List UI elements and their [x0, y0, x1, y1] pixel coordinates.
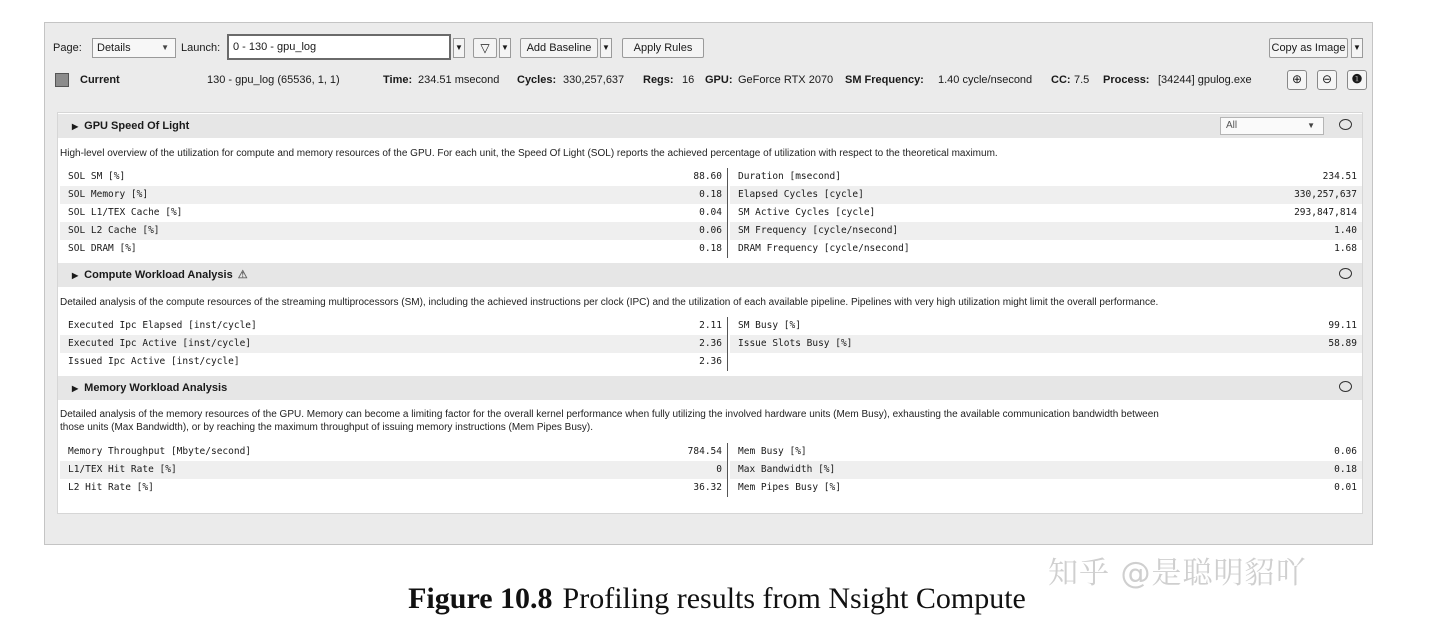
cycles-value: 330,257,637 — [563, 74, 625, 86]
metric-name: Elapsed Cycles [cycle] — [738, 189, 864, 200]
apply-rules-button[interactable] — [622, 38, 704, 58]
metric-value: 88.60 — [693, 171, 722, 182]
metric-name: SM Active Cycles [cycle] — [738, 207, 876, 218]
metric-name: SOL L1/TEX Cache [%] — [68, 207, 183, 218]
nsight-compute-window — [44, 22, 1373, 545]
metric-name: Executed Ipc Elapsed [inst/cycle] — [68, 320, 257, 331]
metric-row — [730, 222, 1362, 240]
section-title-compute: Compute Workload Analysis — [84, 269, 233, 281]
column-divider — [727, 317, 728, 371]
filter-button[interactable] — [473, 38, 497, 58]
metric-value: 0 — [716, 464, 722, 475]
process-value: [34244] gpulog.exe — [1158, 74, 1252, 86]
chevron-down-icon: ▼ — [161, 43, 169, 52]
metric-row — [730, 317, 1362, 335]
filter-dropdown-button[interactable]: ▼ — [499, 38, 511, 58]
figure-caption-text: Profiling results from Nsight Compute — [562, 582, 1026, 615]
metric-name: Mem Busy [%] — [738, 446, 807, 457]
current-label: Current — [80, 74, 120, 86]
expand-arrow-icon[interactable]: ▶ — [72, 384, 79, 393]
copy-dropdown-button[interactable]: ▼ — [1351, 38, 1363, 58]
time-value: 234.51 msecond — [418, 74, 500, 86]
section-title-sol: GPU Speed Of Light — [84, 120, 190, 132]
column-divider — [727, 443, 728, 497]
baseline-dropdown-button[interactable]: ▼ — [600, 38, 612, 58]
metric-name: SOL Memory [%] — [68, 189, 149, 200]
sm-frequency-label: SM Frequency: — [845, 74, 924, 86]
metric-row — [730, 168, 1362, 186]
filter-icon: ▽ — [480, 41, 490, 55]
comment-icon[interactable] — [1339, 268, 1352, 279]
expand-arrow-icon[interactable]: ▶ — [72, 122, 79, 131]
chevron-down-icon: ▼ — [1307, 121, 1315, 130]
metric-name: Issue Slots Busy [%] — [738, 338, 853, 349]
metric-value: 0.06 — [699, 225, 722, 236]
expand-arrow-icon[interactable]: ▶ — [72, 271, 79, 280]
metric-value: 36.32 — [693, 482, 722, 493]
section-desc-compute: Detailed analysis of the compute resources of the streaming multiprocessors (SM), including the achieved instructions per clock (IPC) and the utilization of each available pipeline. Pipelines with very high utilization might limit the overall performance. — [60, 297, 1159, 308]
kernel-name: 130 - gpu_log (65536, 1, 1) — [207, 74, 340, 86]
metric-row — [730, 335, 1362, 353]
page-label: Page: — [53, 42, 82, 54]
comment-icon[interactable] — [1339, 119, 1352, 130]
metric-row — [60, 240, 727, 258]
metric-value: 99.11 — [1328, 320, 1357, 331]
details-panel — [57, 112, 1363, 514]
column-divider — [727, 168, 728, 258]
section-desc-memory — [60, 408, 1360, 434]
info-icon[interactable]: ❶ — [1347, 70, 1367, 90]
add-result-icon[interactable]: ⊕ — [1287, 70, 1307, 90]
metric-value: 2.36 — [699, 356, 722, 367]
gpu-label: GPU: — [705, 74, 733, 86]
section-desc-memory-line1: Detailed analysis of the memory resources of the GPU. Memory can become a limiting factor for the overall kernel performance when fully utilizing the involved hardware units (Mem Busy), exhausting the available communication bandwidth between — [60, 409, 1159, 420]
regs-value: 16 — [682, 74, 695, 86]
result-info-row — [45, 69, 1372, 91]
gpu-value: GeForce RTX 2070 — [738, 74, 834, 86]
launch-dropdown-button[interactable]: ▼ — [453, 38, 465, 58]
metric-name: SOL DRAM [%] — [68, 243, 137, 254]
watermark: 知乎 @是聪明貂吖 — [1048, 556, 1307, 591]
regs-label: Regs: — [643, 74, 674, 86]
time-label: Time: — [383, 74, 413, 86]
metric-value: 2.11 — [699, 320, 722, 331]
section-desc-memory-line2: those units (Max Bandwidth), or by reaching the maximum throughput of issuing memory instructions (Mem Pipes Busy). — [60, 422, 593, 433]
metric-value: 0.04 — [699, 207, 722, 218]
metric-value: 330,257,637 — [1294, 189, 1357, 200]
metric-name: SM Busy [%] — [738, 320, 801, 331]
add-baseline-button[interactable]: Add Baseline — [520, 38, 598, 58]
metric-name: Duration [msecond] — [738, 171, 841, 182]
page-select-value: Details — [97, 42, 131, 54]
page-select[interactable] — [92, 38, 176, 58]
cc-label: CC: — [1051, 74, 1071, 86]
metric-name: L2 Hit Rate [%] — [68, 482, 154, 493]
cycles-label: Cycles: — [517, 74, 557, 86]
comment-icon[interactable] — [1339, 381, 1352, 392]
metric-row — [60, 168, 727, 186]
metric-row — [730, 461, 1362, 479]
launch-label: Launch: — [181, 42, 221, 54]
launch-select[interactable] — [227, 34, 451, 60]
metric-row — [60, 353, 727, 371]
metric-name: Memory Throughput [Mbyte/second] — [68, 446, 252, 457]
metric-value: 234.51 — [1322, 171, 1357, 182]
figure-number: Figure 10.8 — [408, 582, 553, 615]
metric-value: 784.54 — [687, 446, 722, 457]
metric-name: DRAM Frequency [cycle/nsecond] — [738, 243, 910, 254]
section-header-sol[interactable] — [58, 114, 1362, 138]
metric-name: SOL L2 Cache [%] — [68, 225, 160, 236]
metric-value: 0.18 — [699, 189, 722, 200]
sol-filter-value: All — [1226, 120, 1238, 131]
copy-as-image-button[interactable]: Copy as Image — [1269, 38, 1348, 58]
metric-name: SM Frequency [cycle/nsecond] — [738, 225, 899, 236]
metric-row — [730, 240, 1362, 258]
metric-value: 2.36 — [699, 338, 722, 349]
metric-row — [60, 479, 727, 497]
metric-row — [60, 335, 727, 353]
metric-row — [60, 204, 727, 222]
metric-row — [730, 479, 1362, 497]
section-header-memory[interactable] — [58, 376, 1362, 400]
metric-row — [60, 222, 727, 240]
sol-filter-select[interactable] — [1220, 117, 1324, 135]
metric-value: 0.01 — [1334, 482, 1357, 493]
metric-value: 58.89 — [1328, 338, 1357, 349]
metric-value: 0.06 — [1334, 446, 1357, 457]
metric-row — [60, 317, 727, 335]
metric-name: SOL SM [%] — [68, 171, 126, 182]
metric-value: 0.18 — [699, 243, 722, 254]
metric-name: Max Bandwidth [%] — [738, 464, 836, 475]
metric-value: 1.68 — [1334, 243, 1357, 254]
metric-row — [730, 443, 1362, 461]
metric-value: 293,847,814 — [1294, 207, 1357, 218]
section-header-compute[interactable] — [58, 263, 1362, 287]
launch-select-value: 0 - 130 - gpu_log — [233, 41, 317, 53]
toolbar — [45, 37, 1372, 61]
current-color-swatch — [55, 73, 69, 87]
section-desc-sol: High-level overview of the utilization for compute and memory resources of the GPU. For each unit, the Speed Of Light (SOL) reports the achieved percentage of utilization with respect to the theoretical maximum. — [60, 148, 998, 159]
metric-row — [60, 186, 727, 204]
cc-value: 7.5 — [1074, 74, 1090, 86]
metric-name: Executed Ipc Active [inst/cycle] — [68, 338, 252, 349]
warning-icon: ⚠ — [237, 269, 248, 281]
metric-value: 0.18 — [1334, 464, 1357, 475]
metric-row — [60, 461, 727, 479]
section-title-memory: Memory Workload Analysis — [84, 382, 228, 394]
sm-frequency-value: 1.40 cycle/nsecond — [938, 74, 1033, 86]
metric-name: L1/TEX Hit Rate [%] — [68, 464, 177, 475]
metric-row — [60, 443, 727, 461]
metric-value: 1.40 — [1334, 225, 1357, 236]
remove-result-icon[interactable]: ⊖ — [1317, 70, 1337, 90]
metric-row — [730, 186, 1362, 204]
apply-rules-label: Apply Rules — [633, 42, 693, 54]
metric-name: Issued Ipc Active [inst/cycle] — [68, 356, 240, 367]
metric-name: Mem Pipes Busy [%] — [738, 482, 841, 493]
metric-row — [730, 204, 1362, 222]
process-label: Process: — [1103, 74, 1150, 86]
